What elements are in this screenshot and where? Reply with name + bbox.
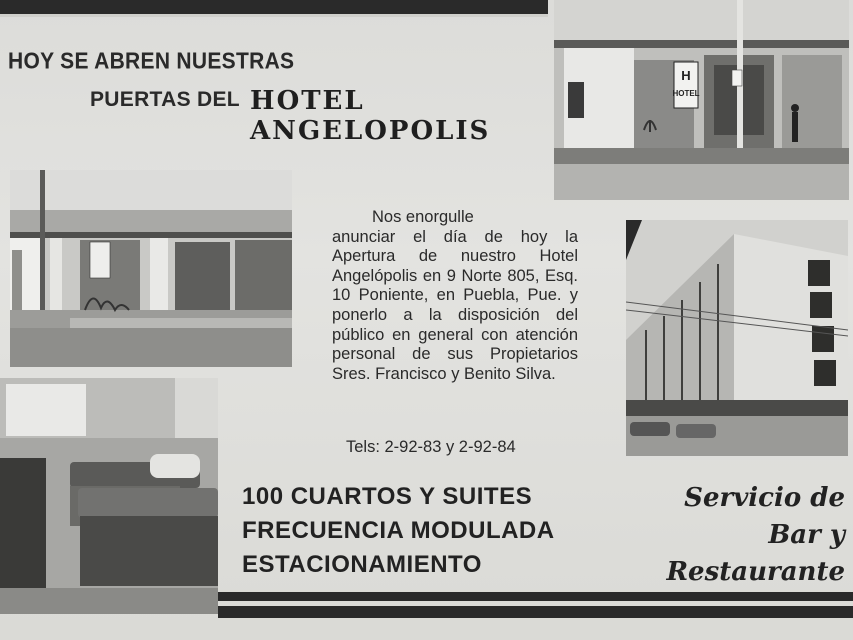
hotel-name-line2: ANGELOPOLIS xyxy=(250,116,491,146)
service-line3: Restaurante xyxy=(666,557,845,587)
telephone-numbers: Tels: 2-92-83 y 2-92-84 xyxy=(346,438,516,456)
bottom-rule-thick xyxy=(218,606,853,618)
announcement-body: anunciar el día de hoy la Apertura de nuestro Hotel Angelópolis en 9 Norte 805, Esq. 10 Poniente, en Puebla, Pue. y ponerlo a la disposición del público en general con atención personal de sus Propietarios Sres. Francisco y Benito Silva. xyxy=(332,227,578,383)
hotel-sign-word: HOTEL xyxy=(672,89,700,98)
feature-rooms: 100 CUARTOS Y SUITES xyxy=(242,483,533,510)
photo-street-facade xyxy=(10,170,292,367)
feature-parking: ESTACIONAMIENTO xyxy=(242,551,482,578)
hotel-sign-letter: H xyxy=(681,68,691,83)
services-list xyxy=(666,480,845,591)
top-rule-light xyxy=(0,14,548,17)
bottom-rule-thin xyxy=(218,592,853,601)
photo-hotel-entrance xyxy=(554,0,849,200)
hotel-name xyxy=(250,86,490,146)
photo-building-exterior xyxy=(626,220,848,456)
headline-line1: HOY SE ABREN NUESTRAS xyxy=(8,49,295,74)
service-line2: Bar y xyxy=(768,520,845,550)
top-rule xyxy=(0,0,548,14)
photo-guest-room xyxy=(0,378,218,614)
announcement-text xyxy=(332,208,578,384)
announcement-first-line: Nos enorgulle xyxy=(372,208,474,226)
feature-fm-radio: FRECUENCIA MODULADA xyxy=(242,517,555,544)
features-list xyxy=(242,480,555,582)
service-line1: Servicio de xyxy=(684,483,845,513)
hotel-name-line1: HOTEL xyxy=(250,86,365,116)
headline-line2: PUERTAS DEL xyxy=(90,88,240,111)
